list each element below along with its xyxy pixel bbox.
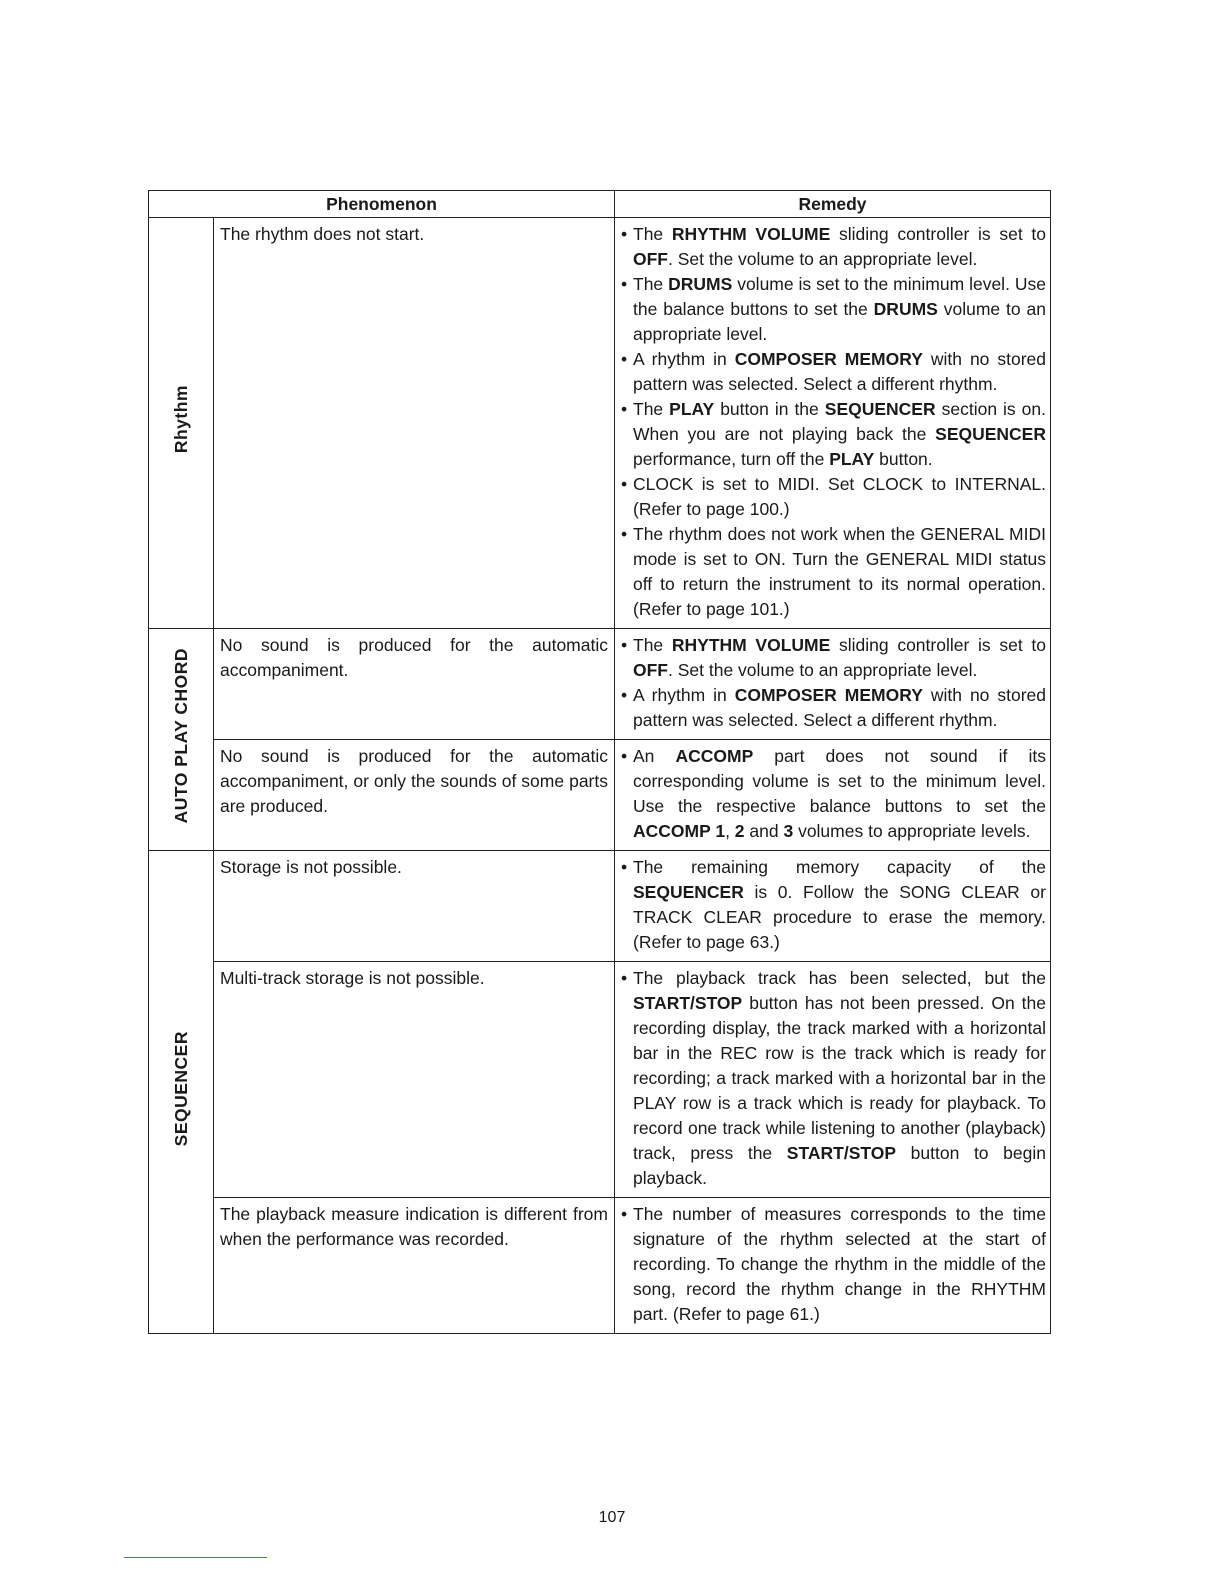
- troubleshooting-table: [148, 190, 1051, 1334]
- remedy-text: CLOCK is set to MIDI. Set CLOCK to INTERNAL. (Refer to page 100.): [633, 474, 1046, 519]
- remedy-text: button has not been pressed. On the recording display, the track marked with a horizontal bar in the REC row is the track which is ready for recording; a track marked with a horizontal bar in the PLAY row is a track which is ready for playback. To record one track while listening to another (playback) track, press the: [633, 993, 1046, 1163]
- remedy-keyword: START/STOP: [633, 993, 743, 1013]
- remedy-text: The: [633, 224, 672, 244]
- remedy-text: volumes to appropriate levels.: [793, 821, 1031, 841]
- remedy-keyword: SEQUENCER: [824, 399, 936, 419]
- remedy-text: performance, turn off the: [633, 449, 830, 469]
- remedy-text: is 0. Follow the SONG CLEAR or TRACK CLEAR procedure to erase the memory. (Refer to page 63.): [633, 882, 1046, 952]
- remedy-text: volume to an appropriate level.: [633, 299, 1046, 344]
- remedy-item: [619, 397, 1046, 472]
- remedy-header: Remedy: [615, 191, 1051, 218]
- page-number: 107: [598, 1509, 626, 1526]
- remedy-item: [619, 744, 1046, 844]
- category-label: SEQUENCER: [170, 1030, 191, 1147]
- category-label: Rhythm: [170, 385, 191, 454]
- remedy-keyword: RHYTHM VOLUME: [671, 224, 831, 244]
- category-cell-rhythm: [149, 218, 214, 629]
- remedy-text: . Set the volume to an appropriate level.: [668, 660, 978, 680]
- phenomenon-cell: No sound is produced for the automatic accompaniment.: [214, 629, 615, 740]
- table-row: [149, 962, 1051, 1198]
- remedy-keyword: PLAY: [829, 449, 875, 469]
- table-row: [149, 629, 1051, 740]
- remedy-list: [619, 633, 1046, 733]
- remedy-text: and: [744, 821, 784, 841]
- remedy-item: [619, 272, 1046, 347]
- remedy-text: . Set the volume to an appropriate level.: [668, 249, 978, 269]
- phenomenon-cell: Multi-track storage is not possible.: [214, 962, 615, 1198]
- remedy-item: [619, 855, 1046, 955]
- remedy-item: [619, 472, 1046, 522]
- remedy-keyword: COMPOSER MEMORY: [734, 685, 923, 705]
- remedy-keyword: RHYTHM VOLUME: [671, 635, 831, 655]
- remedy-keyword: OFF: [633, 660, 668, 680]
- table-row: [149, 218, 1051, 629]
- remedy-text: volume is set to the minimum level. Use the balance buttons to set the: [633, 274, 1046, 319]
- category-cell-auto-play-chord: [149, 629, 214, 851]
- footer-rule: [124, 1557, 267, 1558]
- remedy-text: The rhythm does not work when the GENERAL MIDI mode is set to ON. Turn the GENERAL MIDI status off to return the instrument to its normal operation. (Refer to page 101.): [633, 524, 1046, 619]
- phenomenon-header: Phenomenon: [149, 191, 615, 218]
- remedy-text: sliding controller is set to: [830, 224, 1046, 244]
- remedy-list: [619, 1202, 1046, 1327]
- phenomenon-cell: No sound is produced for the automatic accompaniment, or only the sounds of some parts are produced.: [214, 740, 615, 851]
- table-header-row: [149, 191, 1051, 218]
- remedy-text: The: [633, 399, 670, 419]
- remedy-keyword: SEQUENCER: [935, 424, 1046, 444]
- remedy-text: button in the: [714, 399, 825, 419]
- remedy-cell: [615, 851, 1051, 962]
- remedy-keyword: 3: [783, 821, 794, 841]
- remedy-item: [619, 683, 1046, 733]
- phenomenon-cell: Storage is not possible.: [214, 851, 615, 962]
- phenomenon-cell: The rhythm does not start.: [214, 218, 615, 629]
- remedy-item: [619, 522, 1046, 622]
- remedy-text: with no stored pattern was selected. Select a different rhythm.: [633, 685, 1047, 730]
- remedy-text: The number of measures corresponds to the time signature of the rhythm selected at the start of recording. To change the rhythm in the middle of the song, record the rhythm change in the RHYTHM part. (Refer to page 61.): [633, 1204, 1046, 1324]
- remedy-list: [619, 744, 1046, 844]
- remedy-keyword: SEQUENCER: [633, 882, 744, 902]
- remedy-keyword: START/STOP: [786, 1143, 897, 1163]
- remedy-list: [619, 855, 1046, 955]
- remedy-list: [619, 966, 1046, 1191]
- remedy-keyword: ACCOMP: [675, 746, 754, 766]
- remedy-text: ,: [725, 821, 735, 841]
- remedy-item: [619, 222, 1046, 272]
- remedy-keyword: PLAY: [669, 399, 715, 419]
- table-row: [149, 1198, 1051, 1334]
- remedy-text: The: [633, 635, 672, 655]
- remedy-text: button to begin playback.: [633, 1143, 1046, 1188]
- remedy-cell: [615, 218, 1051, 629]
- remedy-cell: [615, 962, 1051, 1198]
- remedy-cell: [615, 740, 1051, 851]
- remedy-text: A rhythm in: [633, 349, 735, 369]
- remedy-text: A rhythm in: [633, 685, 735, 705]
- table-row: [149, 851, 1051, 962]
- remedy-text: sliding controller is set to: [830, 635, 1046, 655]
- category-label: AUTO PLAY CHORD: [170, 648, 191, 824]
- remedy-item: [619, 633, 1046, 683]
- remedy-keyword: ACCOMP 1: [633, 821, 726, 841]
- remedy-item: [619, 1202, 1046, 1327]
- remedy-keyword: DRUMS: [873, 299, 938, 319]
- remedy-text: The remaining memory capacity of the: [633, 857, 1046, 877]
- remedy-item: [619, 966, 1046, 1191]
- remedy-cell: [615, 1198, 1051, 1334]
- remedy-text: The: [633, 274, 669, 294]
- table-row: [149, 740, 1051, 851]
- remedy-text: section is on. When you are not playing back the: [633, 399, 1046, 444]
- remedy-keyword: OFF: [633, 249, 668, 269]
- remedy-item: [619, 347, 1046, 397]
- remedy-text: button.: [874, 449, 933, 469]
- remedy-keyword: DRUMS: [668, 274, 733, 294]
- phenomenon-cell: The playback measure indication is different from when the performance was recorded.: [214, 1198, 615, 1334]
- remedy-text: The playback track has been selected, but the: [633, 968, 1046, 988]
- remedy-list: [619, 222, 1046, 622]
- remedy-text: An: [633, 746, 676, 766]
- remedy-text: part does not sound if its corresponding volume is set to the minimum level. Use the respective balance buttons to set the: [633, 746, 1046, 816]
- remedy-keyword: COMPOSER MEMORY: [734, 349, 923, 369]
- remedy-text: with no stored pattern was selected. Select a different rhythm.: [633, 349, 1047, 394]
- category-cell-sequencer: [149, 851, 214, 1334]
- remedy-cell: [615, 629, 1051, 740]
- remedy-keyword: 2: [734, 821, 745, 841]
